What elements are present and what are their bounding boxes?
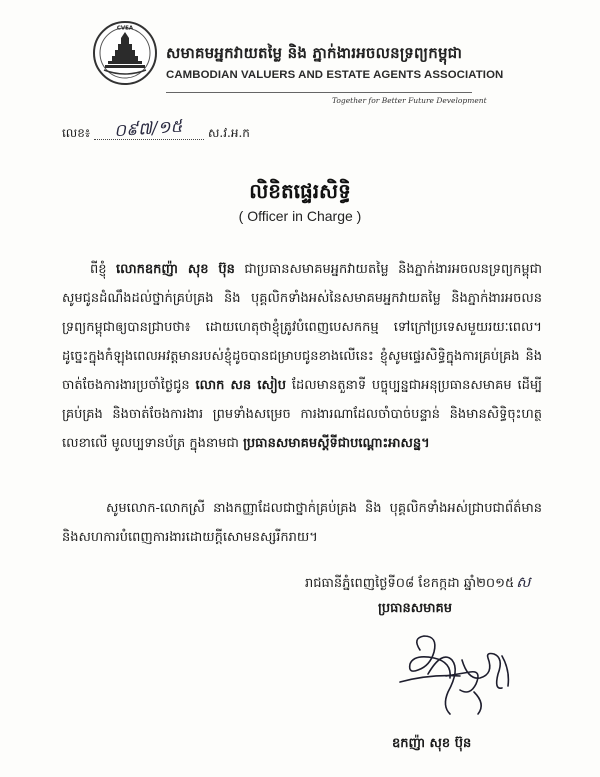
letter-body [62, 255, 542, 552]
acting-role: ប្រធានសមាគមស្តីទីជាបណ្តោះអាសន្ន។ [243, 436, 430, 451]
association-logo-icon [92, 20, 158, 86]
reference-label: លេខ៖ [62, 126, 91, 140]
letterhead [92, 14, 504, 105]
document-title-english: ( Officer in Charge ) [238, 208, 362, 224]
reference-suffix: ស.វ.អ.ក [208, 126, 250, 140]
paragraph-1-text-continued: ដែលមានតួនាទី បច្ចុប្បន្នជាអនុប្រធានសមាគម ដើម្បីគ្រប់គ្រង និងចាត់ចែងការងារ ព្រមទាំងសម្រេច ការងារណាដែលចាំបាច់បន្ទាន់ និងមានសិទ្ធិចុះហត្ថលេខាលើ មូលប្បទានប័ត្រ ក្នុងនាមជា [62, 378, 542, 451]
date-handwritten-mark: ស [516, 573, 531, 591]
signer-name: ឧកញ៉ា សុខ ប៊ុន [392, 736, 472, 751]
logo-text: CVEA [116, 25, 134, 32]
document-title-khmer: លិខិតផ្ទេរសិទ្ធិ [249, 179, 351, 203]
paragraph-1-text: ជាប្រធានសមាគមអ្នកវាយតម្លៃ និងភ្នាក់ងារអចលនទ្រព្យកម្ពុជា សូមជូនដំណឹងដល់ថ្នាក់គ្រប់គ្រង និង បុគ្គលិកទាំងអស់នៃសមាគមអ្នកវាយតម្លៃ និងភ្នាក់ងារអចលនទ្រព្យកម្ពុជាឲ្យបានជ្រាបថា៖ ដោយហេតុថាខ្ញុំត្រូវបំពេញបេសកកម្ម ទៅក្រៅប្រទេសមួយរយៈពេល។ ដូច្នេះក្នុងកំឡុងពេលអវត្តមានរបស់ខ្ញុំដូចបានជម្រាបជូនខាងលើនេះ ខ្ញុំសូមផ្ទេរសិទ្ធិក្នុងការគ្រប់គ្រង និងចាត់ចែងការងារប្រចាំថ្ងៃជូន [62, 262, 542, 393]
org-tagline: Together for Better Future Development [332, 96, 487, 105]
date-text: រាជធានីភ្នំពេញថ្ងៃទី០៨ ខែកក្កដា ឆ្នាំ២០១៥ [305, 576, 515, 591]
signer-title: ប្រធានសមាគម [378, 601, 453, 616]
letterhead-rule [166, 92, 472, 93]
paragraph-1 [62, 255, 542, 458]
signature-icon [390, 630, 530, 725]
reference-number [62, 116, 362, 150]
paragraph-2: សូមលោក-លោកស្រី នាងកញ្ញាដែលជាថ្នាក់គ្រប់គ្រង និង បុគ្គលិកទាំងអស់ជ្រាបជាព័ត៌មាននិងសហការបំពេញការងារដោយក្តីសោមនស្សរីករាយ។ [62, 501, 542, 545]
org-name-english: CAMBODIAN VALUERS AND ESTATE AGENTS ASSOCIATION [166, 69, 504, 81]
date-line [305, 573, 565, 595]
paragraph-1-intro: ពីខ្ញុំ [90, 262, 117, 277]
delegate-name: លោក សន សៀប [195, 378, 287, 393]
org-name-khmer: សមាគមអ្នកវាយតម្លៃ និង ភ្នាក់ងារអចលនទ្រព្យកម្ពុជា [166, 44, 463, 62]
sender-name: លោកឧកញ៉ា សុខ ប៊ុន [116, 262, 235, 277]
reference-value: ០៩៧/១៥ [113, 116, 184, 142]
